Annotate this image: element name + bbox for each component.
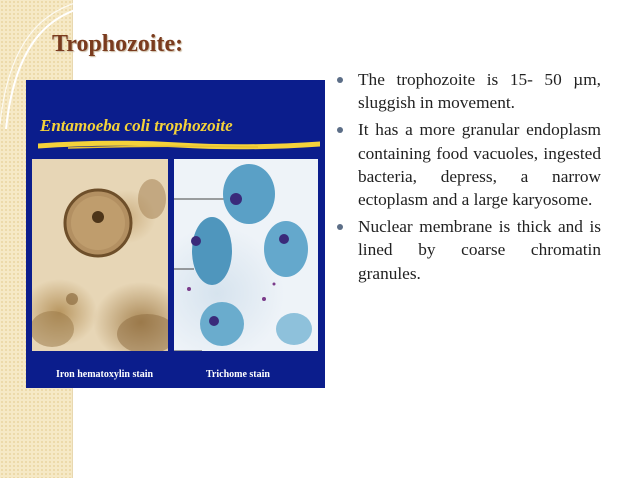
bullet-text: Nuclear membrane is thick and is lined by coarse chromatin granules. [358,217,601,283]
microscopy-figure [26,80,325,388]
trichrome-stain-image [174,159,318,351]
bullet-list [336,68,601,289]
bullet-item-endoplasm [336,118,601,211]
caption-iron-hematoxylin: Iron hematoxylin stain [56,369,154,380]
bullet-text: It has a more granular endoplasm containing food vacuoles, ingested bacteria, depress, a narrow ectoplasm and a large karyosome. [358,120,601,210]
bullet-dot-icon [337,224,343,230]
trophozoite-illustration-right [174,159,318,351]
bullet-dot-icon [337,77,343,83]
bullet-text: The trophozoite is 15- 50 µm, sluggish in movement. [358,70,601,113]
figure-title: Entamoeba coli trophozoite [40,116,233,135]
slide-title: Trophozoite: [52,31,184,57]
yellow-brush-stroke [38,140,320,150]
bullet-dot-icon [337,127,343,133]
caption-trichrome: Trichome stain [206,369,270,380]
trophozoite-illustration-left [32,159,168,351]
bullet-item-nuclear-membrane [336,215,601,285]
bullet-item-size [336,68,601,114]
iron-hematoxylin-image [32,159,168,351]
